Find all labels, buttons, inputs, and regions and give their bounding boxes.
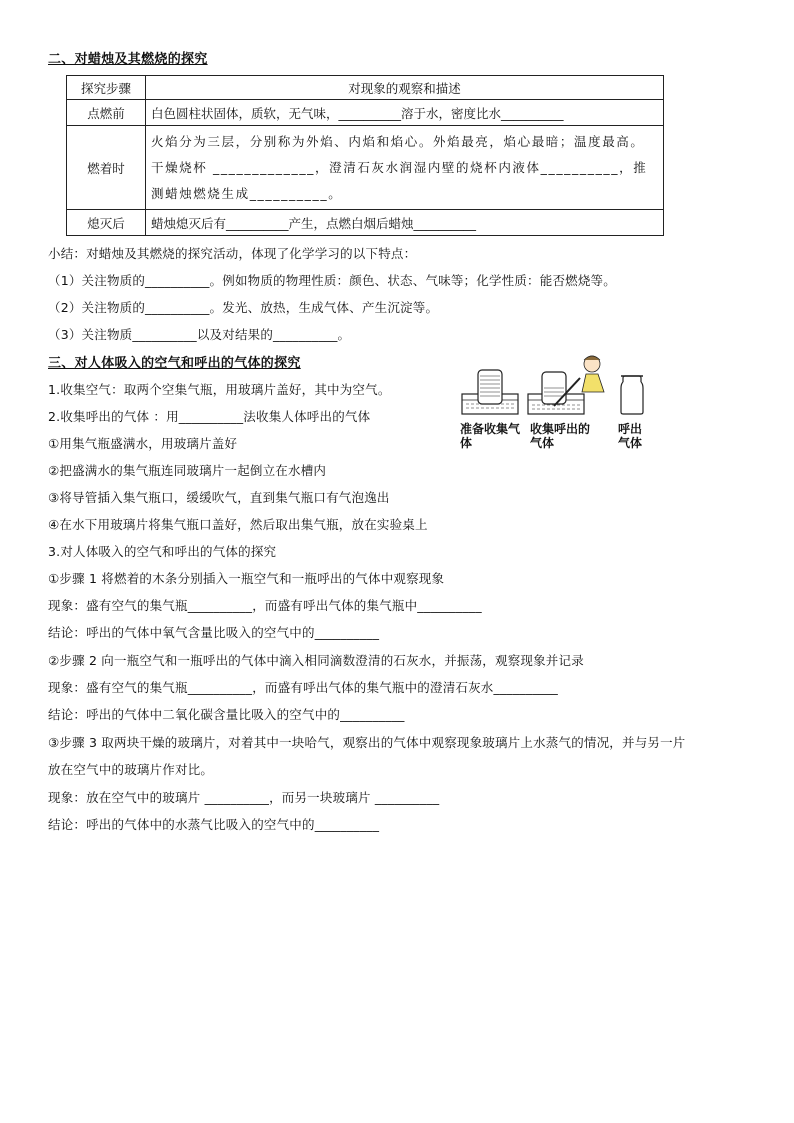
text-line: 2.收集呼出的气体 ：用__________法收集人体呼出的气体 [48,409,371,424]
text-line: 1.收集空气：取两个空集气瓶，用玻璃片盖好，其中为空气。 [48,382,391,397]
text-line: 现象：盛有空气的集气瓶__________，而盛有呼出气体的集气瓶中的澄清石灰水__________ [48,680,559,695]
step-cell: 燃着时 [67,126,146,210]
table-row [67,210,664,236]
text-line: 3.对人体吸入的空气和呼出的气体的探究 [48,544,277,559]
text-line: ④在水下用玻璃片将集气瓶口盖好，然后取出集气瓶，放在实验桌上 [48,517,428,532]
text-line: 现象：放在空气中的玻璃片 __________，而另一块玻璃片 __________ [48,790,440,805]
section2-title-text: 二、对蜡烛及其燃烧的探究 [48,52,208,67]
desc-cell: 白色圆柱状固体，质软，无气味，__________溶于水，密度比水__________ [146,100,664,126]
header-desc: 对现象的观察和描述 [146,76,664,100]
header-step: 探究步骤 [67,76,146,100]
text-line: 结论：呼出的气体中的水蒸气比吸入的空气中的__________ [48,817,380,832]
gas-collection-figure [458,350,658,460]
desc-cell: 火焰分为三层，分别称为外焰、内焰和焰心。外焰最亮，焰心最暗；温度最高。干燥烧杯 _____________，澄清石灰水润湿内壁的烧杯内液体__________，推测蜡烛燃烧生成__________。 [146,126,664,210]
section3-title-text: 三、对人体吸入的空气和呼出的气体的探究 [48,356,301,371]
text-line: ①用集气瓶盛满水，用玻璃片盖好 [48,436,238,451]
caption-collect: 收集呼出的气体 [530,422,591,450]
summary-item: （2）关注物质的__________。发光、放热，生成气体、产生沉淀等。 [48,300,439,315]
table-header-row [67,76,664,100]
text-line: ①步骤 1 将燃着的木条分别插入一瓶空气和一瓶呼出的气体中观察现象 [48,571,445,586]
text-line: ②把盛满水的集气瓶连同玻璃片一起倒立在水槽内 [48,463,327,478]
trough-2-icon [528,372,584,414]
trough-1-icon [462,370,518,414]
text-line: ②步骤 2 向一瓶空气和一瓶呼出的气体中滴入相同滴数澄清的石灰水，并振荡，观察现象并记录 [48,653,584,668]
text-line: ③将导管插入集气瓶口，缓缓吹气，直到集气瓶口有气泡逸出 [48,490,390,505]
caption-exhaled: 呼出气体 [618,422,643,450]
summary-item: （3）关注物质__________以及对结果的__________。 [48,327,351,342]
section2-title [48,48,208,67]
apparatus-illustration [458,350,658,420]
text-line: 结论：呼出的气体中二氧化碳含量比吸入的空气中的__________ [48,707,405,722]
table-row [67,100,664,126]
summary-intro: 小结：对蜡烛及其燃烧的探究活动，体现了化学学习的以下特点： [48,246,417,261]
section3-title [48,352,301,371]
observation-table [66,75,664,236]
text-line: 放在空气中的玻璃片作对比。 [48,762,214,777]
text-line: ③步骤 3 取两块干燥的玻璃片，对着其中一块哈气，观察出的气体中观察现象玻璃片上水蒸气的情况，并与另一片 [48,735,686,750]
step-cell: 点燃前 [67,100,146,126]
caption-prepare: 准备收集气体 [460,422,521,450]
text-line: 现象：盛有空气的集气瓶__________，而盛有呼出气体的集气瓶中__________ [48,598,482,613]
text-line: 结论：呼出的气体中氧气含量比吸入的空气中的__________ [48,625,380,640]
table-row [67,126,664,210]
desc-cell: 蜡烛熄灭后有__________产生，点燃白烟后蜡烛__________ [146,210,664,236]
step-cell: 熄灭后 [67,210,146,236]
person-blowing-icon [582,356,604,392]
gas-bottle-icon [621,376,643,414]
summary-item: （1）关注物质的__________。例如物质的物理性质：颜色、状态、气味等；化学性质：能否燃烧等。 [48,273,616,288]
